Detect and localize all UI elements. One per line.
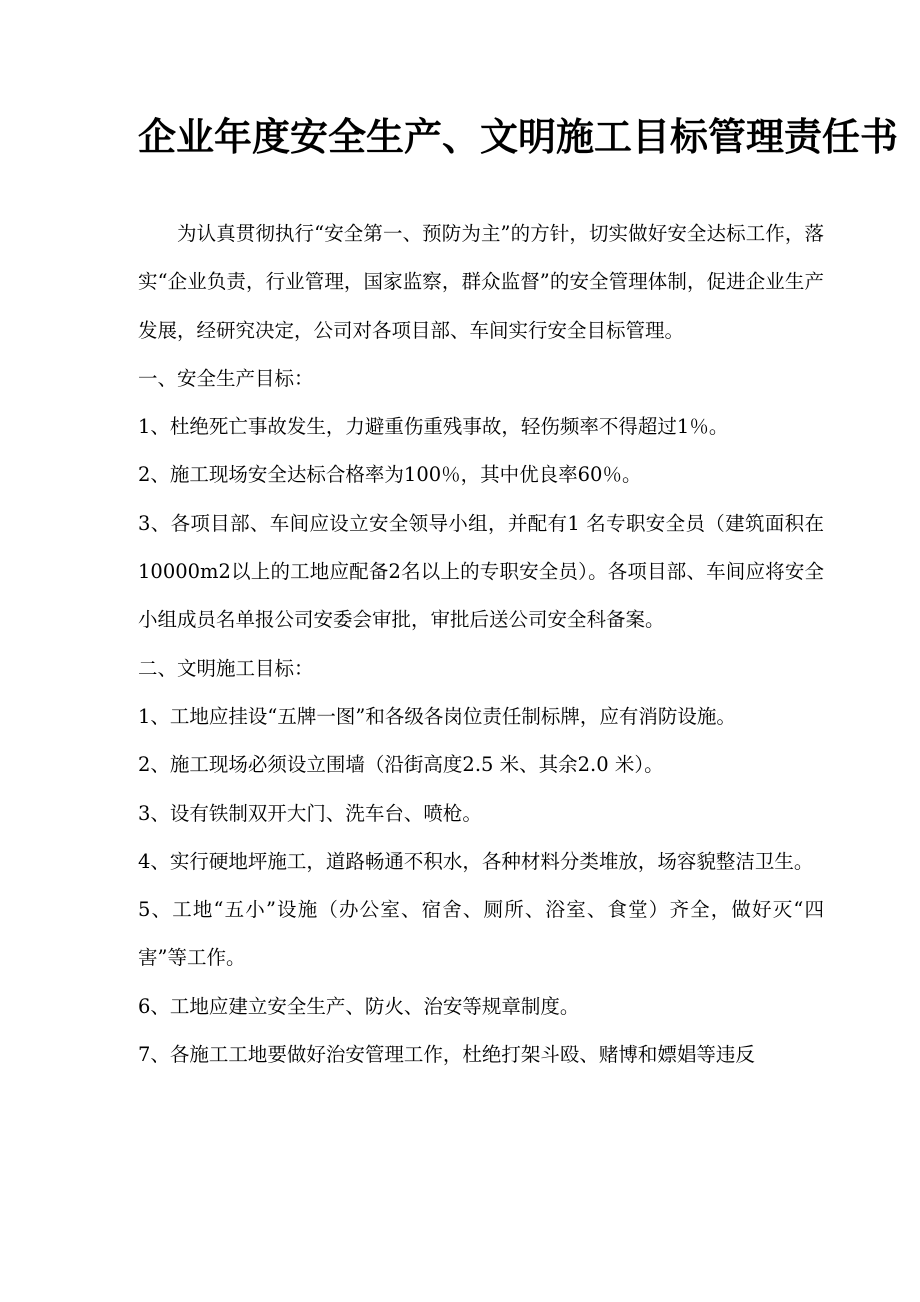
document-body xyxy=(138,210,824,1079)
civilized-goal-item-7: 7、各施工工地要做好治安管理工作，杜绝打架斗殴、赌博和嫖娼等违反 xyxy=(138,1043,755,1067)
section-heading-civilized-construction-goals: 二、文明施工目标： xyxy=(138,656,314,680)
civilized-goal-item-2: 2、施工现场必须设立围墙（沿街高度2.5 米、其余2.0 米）。 xyxy=(138,753,664,777)
civilized-goal-item-5: 5、工地“五小”设施（办公室、宿舍、厕所、浴室、食堂）齐全，做好灭“四害”等工作。 xyxy=(138,898,824,970)
safety-goal-item-1: 1、杜绝死亡事故发生，力避重伤重残事故，轻伤频率不得超过1％。 xyxy=(138,415,729,439)
civilized-goal-item-4: 4、实行硬地坪施工，道路畅通不积水，各种材料分类堆放，场容貌整洁卫生。 xyxy=(138,849,814,873)
civilized-goal-item-6: 6、工地应建立安全生产、防火、治安等规章制度。 xyxy=(138,994,580,1018)
safety-goal-item-3: 3、各项目部、车间应设立安全领导小组，并配有1 名专职安全员（建筑面积在10000m2以上的工地应配备2名以上的专职安全员）。各项目部、车间应将安全小组成员名单报公司安委会审批，审批后送公司安全科备案。 xyxy=(138,511,824,632)
safety-goal-item-2: 2、施工现场安全达标合格率为100％，其中优良率60％。 xyxy=(138,463,642,487)
civilized-goal-item-3: 3、设有铁制双开大门、洗车台、喷枪。 xyxy=(138,801,482,825)
document-title: 企业年度安全生产、文明施工目标管理责任书 xyxy=(138,114,899,159)
intro-paragraph: 为认真贯彻执行“安全第一、预防为主”的方针，切实做好安全达标工作，落实“企业负责，行业管理，国家监察，群众监督”的安全管理体制，促进企业生产发展，经研究决定，公司对各项目部、车间实行安全目标管理。 xyxy=(138,222,824,342)
section-heading-safety-goals: 一、安全生产目标： xyxy=(138,366,314,390)
civilized-goal-item-1: 1、工地应挂设“五牌一图”和各级各岗位责任制标牌，应有消防设施。 xyxy=(138,704,736,728)
